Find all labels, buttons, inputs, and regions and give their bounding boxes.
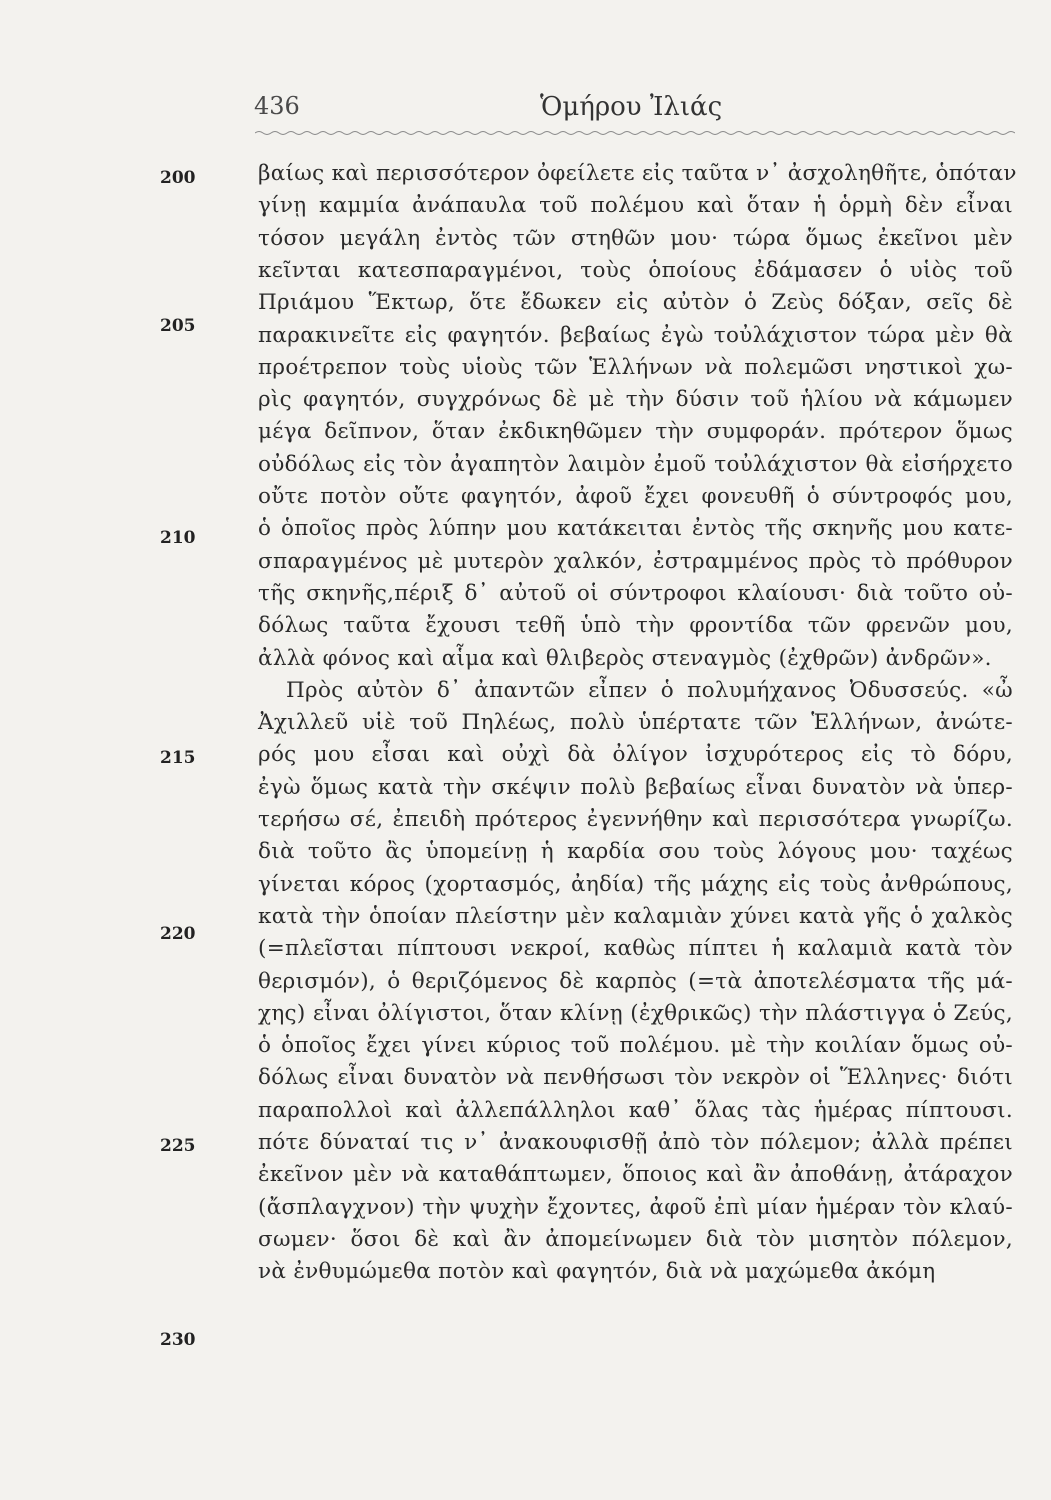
line-number: 230 xyxy=(160,1330,196,1350)
text-line: δόλως εἶναι δυνατὸν νὰ πενθήσωσι τὸν νεκρὸν οἱ Ἕλληνες· διότι xyxy=(258,1065,1013,1091)
text-line: Ἀχιλλεῦ υἱὲ τοῦ Πηλέως, πολὺ ὑπέρτατε τῶν Ἑλλήνων, ἀνώτε- xyxy=(258,710,1013,736)
text-line: διὰ τοῦτο ἂς ὑπομείνῃ ἡ καρδία σου τοὺς λόγους μου· ταχέως xyxy=(258,839,1013,865)
text-line: σπαραγμένος μὲ μυτερὸν χαλκόν, ἐστραμμένος πρὸς τὸ πρόθυρον xyxy=(258,548,1013,574)
line-number: 205 xyxy=(160,316,196,336)
text-line: σωμεν· ὅσοι δὲ καὶ ἂν ἀπομείνωμεν διὰ τὸν μισητὸν πόλεμον, xyxy=(258,1226,1013,1252)
text-line: τόσον μεγάλη ἐντὸς τῶν στηθῶν μου· τώρα ὅμως ἐκεῖνοι μὲν xyxy=(258,225,1013,251)
text-line: Πρὸς αὐτὸν δ᾿ ἀπαντῶν εἶπεν ὁ πολυμήχανος Ὀδυσσεύς. «ὦ xyxy=(286,677,1013,703)
text-line: προέτρεπον τοὺς υἱοὺς τῶν Ἑλλήνων νὰ πολεμῶσι νηστικοὶ χω- xyxy=(258,354,1013,380)
text-line: γίνεται κόρος (χορτασμός, ἀηδία) τῆς μάχης εἰς τοὺς ἀνθρώπους, xyxy=(258,871,1013,897)
text-line: τῆς σκηνῆς,πέριξ δ᾿ αὐτοῦ οἱ σύντροφοι κλαίουσι· διὰ τοῦτο οὐ- xyxy=(258,580,1013,606)
text-line: χης) εἶναι ὀλίγιστοι, ὅταν κλίνῃ (ἐχθρικῶς) τὴν πλάστιγγα ὁ Ζεύς, xyxy=(258,1000,1013,1026)
text-line: Πριάμου Ἕκτωρ, ὅτε ἔδωκεν εἰς αὐτὸν ὁ Ζεὺς δόξαν, σεῖς δὲ xyxy=(258,290,1013,316)
text-line: παρακινεῖτε εἰς φαγητόν. βεβαίως ἐγὼ τοὐλάχιστον τώρα μὲν θὰ xyxy=(258,322,1013,348)
header-rule xyxy=(255,130,1015,136)
text-line: δόλως ταῦτα ἔχουσι τεθῆ ὑπὸ τὴν φροντίδα τῶν φρενῶν μου, xyxy=(258,613,1013,639)
text-line: πότε δύναταί τις ν᾿ ἀνακουφισθῇ ἀπὸ τὸν πόλεμον; ἀλλὰ πρέπει xyxy=(258,1130,1013,1155)
text-line: ἀλλὰ φόνος καὶ αἷμα καὶ θλιβερὸς στεναγμὸς (ἐχθρῶν) ἀνδρῶν». xyxy=(258,645,992,671)
text-line: ρὶς φαγητόν, συγχρόνως δὲ μὲ τὴν δύσιν τοῦ ἡλίου νὰ κάμωμεν xyxy=(258,387,1013,413)
text-line: (ἄσπλαγχνον) τὴν ψυχὴν ἔχοντες, ἀφοῦ ἐπὶ μίαν ἡμέραν τὸν κλαύ- xyxy=(258,1194,1013,1220)
line-number: 220 xyxy=(160,924,196,944)
text-line: οὐδόλως εἰς τὸν ἀγαπητὸν λαιμὸν ἐμοῦ τοὐλάχιστον θὰ εἰσήρχετο xyxy=(258,451,1013,477)
line-number: 210 xyxy=(160,528,196,548)
running-title: Ὁμήρου Ἰλιάς xyxy=(540,92,723,122)
line-number: 225 xyxy=(160,1136,196,1156)
text-line: βαίως καὶ περισσότερον ὀφείλετε εἰς ταῦτα ν᾿ ἀσχοληθῆτε, ὁπόταν xyxy=(258,161,1017,186)
text-line: ἐκεῖνον μὲν νὰ καταθάπτωμεν, ὅποιος καὶ ἂν ἀποθάνῃ, ἀτάραχον xyxy=(258,1162,1013,1188)
text-line: ὁ ὁποῖος πρὸς λύπην μου κατάκειται ἐντὸς τῆς σκηνῆς μου κατε- xyxy=(258,516,1013,542)
text-line: ρός μου εἶσαι καὶ οὐχὶ δὰ ὀλίγον ἰσχυρότερος εἰς τὸ δόρυ, xyxy=(258,742,1013,768)
text-line: ἐγὼ ὅμως κατὰ τὴν σκέψιν πολὺ βεβαίως εἶναι δυνατὸν νὰ ὑπερ- xyxy=(258,774,1013,800)
line-number: 200 xyxy=(160,168,196,188)
page-number: 436 xyxy=(254,92,300,120)
text-line: κεῖνται κατεσπαραγμένοι, τοὺς ὁποίους ἐδάμασεν ὁ υἱὸς τοῦ xyxy=(258,257,1013,283)
text-line: (=πλεῖσται πίπτουσι νεκροί, καθὼς πίπτει ἡ καλαμιὰ κατὰ τὸν xyxy=(258,936,1013,962)
text-line: παραπολλοὶ καὶ ἀλλεπάλληλοι καθ᾿ ὅλας τὰς ἡμέρας πίπτουσι. xyxy=(258,1097,1013,1123)
text-line: νὰ ἐνθυμώμεθα ποτὸν καὶ φαγητόν, διὰ νὰ μαχώμεθα ἀκόμη xyxy=(258,1259,936,1285)
text-line: τερήσω σέ, ἐπειδὴ πρότερος ἐγεννήθην καὶ περισσότερα γνωρίζω. xyxy=(258,807,1013,832)
text-line: θερισμόν), ὁ θεριζόμενος δὲ καρπὸς (=τὰ ἀποτελέσματα τῆς μά- xyxy=(258,968,1013,994)
line-number: 215 xyxy=(160,748,196,768)
text-line: οὔτε ποτὸν οὔτε φαγητόν, ἀφοῦ ἔχει φονευθῆ ὁ σύντροφός μου, xyxy=(258,484,1013,509)
text-line: γίνῃ καμμία ἀνάπαυλα τοῦ πολέμου καὶ ὅταν ἡ ὁρμὴ δὲν εἶναι xyxy=(258,193,1013,219)
text-line: μέγα δεῖπνον, ὅταν ἐκδικηθῶμεν τὴν συμφοράν. πρότερον ὅμως xyxy=(258,419,1013,445)
text-line: κατὰ τὴν ὁποίαν πλείστην μὲν καλαμιὰν χύνει κατὰ γῆς ὁ χαλκὸς xyxy=(258,903,1013,929)
text-line: ὁ ὁποῖος ἔχει γίνει κύριος τοῦ πολέμου. μὲ τὴν κοιλίαν ὅμως οὐ- xyxy=(258,1033,1013,1059)
